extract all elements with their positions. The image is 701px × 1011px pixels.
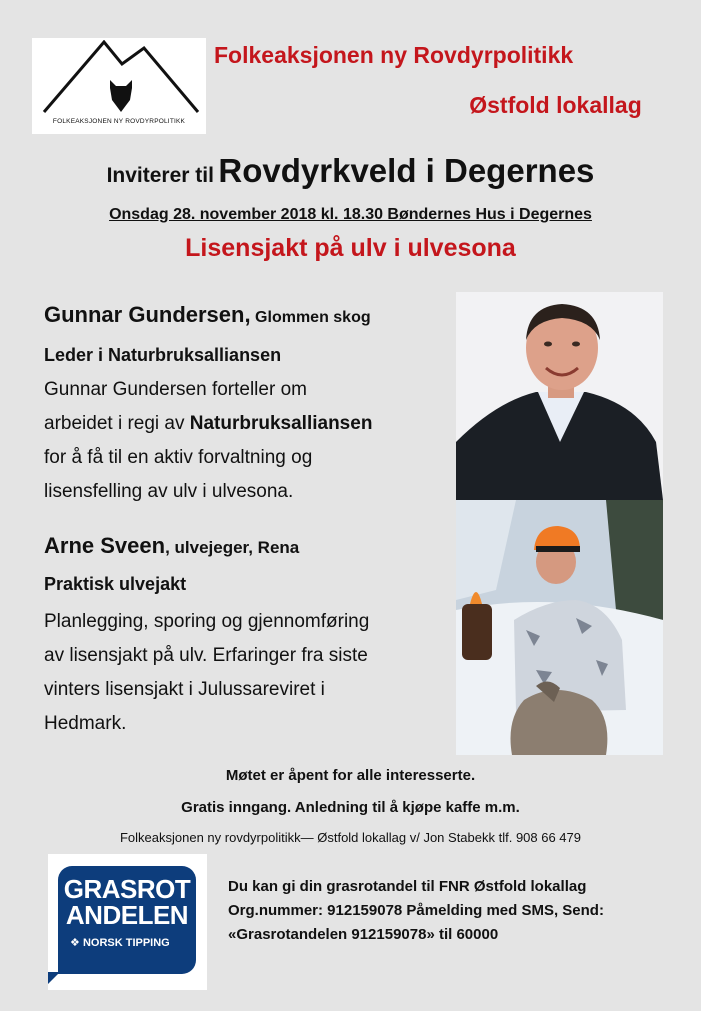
event-date-place: Onsdag 28. november 2018 kl. 18.30 Bøndernes Hus i Degernes <box>109 206 592 223</box>
organization-title: Folkeaksjonen ny Rovdyrpolitikk <box>214 42 574 68</box>
speaker1-text-part: arbeidet i regi av <box>44 413 185 434</box>
speaker1-text-line <box>44 407 444 441</box>
organization-subtitle-text: Østfold lokallag <box>469 92 642 118</box>
grasrot-logo <box>48 854 207 990</box>
norsk-tipping-text: NORSK TIPPING <box>82 937 170 949</box>
speaker2-text-line: Planlegging, sporing og gjennomføring <box>44 611 370 632</box>
grasrot-logo-line1: GRASROT <box>63 874 191 904</box>
norsk-tipping-icon: ❖ <box>70 937 80 949</box>
grasrot-info-line: Org.nummer: 912159078 Påmelding med SMS, Send: <box>228 902 604 919</box>
logo-caption: FOLKEAKSJONEN NY ROVDYRPOLITIKK <box>52 118 186 125</box>
speaker2-name: Arne Sveen <box>44 533 166 558</box>
grasrot-info <box>228 875 604 947</box>
speaker2-photo <box>456 500 663 755</box>
speaker1-text-line: Gunnar Gundersen forteller om <box>44 379 307 400</box>
speaker2-affiliation: , ulvejeger, Rena <box>165 538 300 557</box>
norsk-tipping-label <box>70 936 170 949</box>
speaker1-photo <box>456 292 663 500</box>
contact-info: Folkeaksjonen ny rovdyrpolitikk— Østfold lokallag v/ Jon Stabekk tlf. 908 66 479 <box>119 830 582 845</box>
grasrot-info-line: «Grasrotandelen 912159078» til 60000 <box>228 926 499 943</box>
open-to-all-note: Møtet er åpent for alle interesserte. <box>225 767 476 784</box>
invitation-heading <box>0 152 701 190</box>
free-entry-note: Gratis inngang. Anledning til å kjøpe kaffe m.m. <box>181 799 520 816</box>
invitation-prefix: Inviterer til <box>106 164 214 187</box>
speaker1-description <box>44 373 444 509</box>
speaker1-affiliation: Glommen skog <box>255 309 371 326</box>
event-title: Rovdyrkveld i Degernes <box>218 152 595 189</box>
speaker1-text-line: for å få til en aktiv forvaltning og <box>44 447 313 468</box>
speech-bubble-tail <box>48 972 60 984</box>
speaker2-role: Praktisk ulvejakt <box>44 574 187 594</box>
speaker2-text-line: Hedmark. <box>44 713 127 734</box>
grasrot-logo-badge <box>58 866 196 974</box>
speaker2-heading <box>44 533 299 559</box>
speaker2-description <box>44 605 444 741</box>
organization-subtitle <box>0 92 701 119</box>
speaker2-text-line: vinters lisensjakt i Julussareviret i <box>44 679 325 700</box>
event-topic: Lisensjakt på ulv i ulvesona <box>185 234 516 262</box>
speaker1-text-emphasis: Naturbruksalliansen <box>189 413 373 434</box>
grasrot-info-line: Du kan gi din grasrotandel til FNR Østfold lokallag <box>228 878 587 895</box>
speaker1-name: Gunnar Gundersen, <box>44 302 251 327</box>
speaker1-text-line: lisensfelling av ulv i ulvesona. <box>44 481 294 502</box>
speaker1-role: Leder i Naturbruksalliansen <box>44 345 282 365</box>
speaker2-text-line: av lisensjakt på ulv. Erfaringer fra siste <box>44 645 368 666</box>
grasrot-logo-line2: ANDELEN <box>65 900 189 930</box>
organization-logo <box>32 38 206 134</box>
speaker1-heading <box>44 302 371 328</box>
